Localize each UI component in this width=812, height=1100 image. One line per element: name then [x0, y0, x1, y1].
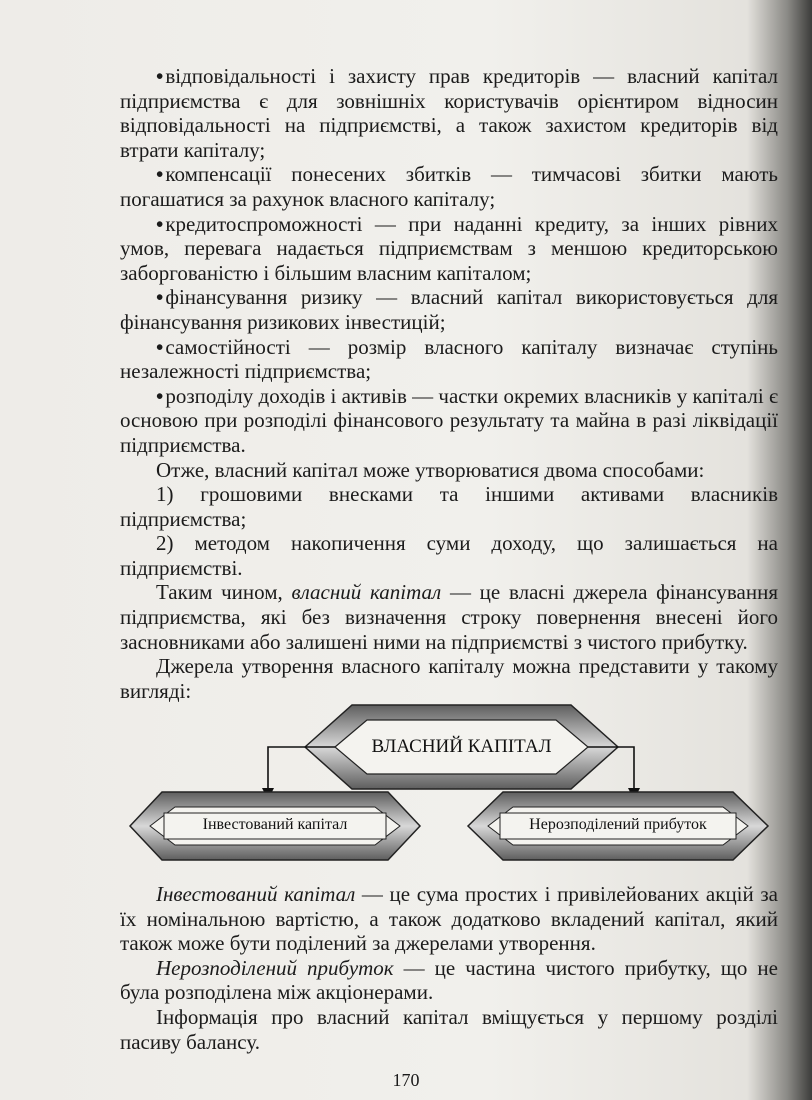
diagram-intro: Джерела утворення власного капіталу можна представити у такому вигляді: — [120, 654, 778, 703]
way-1: 1) грошовими внесками та іншими активами власників підприємства; — [120, 482, 778, 531]
bullet-paragraph-6: •розподілу доходів і активів — частки окремих власників у капіталі є основою при розподілі фінансового результату та майна в разі ліквідації підприємства. — [120, 383, 778, 457]
equity-label: ВЛАСНИЙ КАПІТАЛ — [371, 736, 552, 757]
bullet-paragraph-5: •самостійності — розмір власного капіталу визначає ступінь незалежності підприємства; — [120, 334, 778, 384]
bullet-paragraph-3: •кредитоспроможності — при наданні кредиту, за інших рівних умов, перевага надається підприємствам з меншою кредиторською заборгованістю і більшим власним капіталом; — [120, 211, 778, 285]
page-number: 170 — [392, 1070, 420, 1090]
retained-earnings-term: Нерозподілений прибуток — [156, 955, 394, 980]
retained-earnings-paragraph: Нерозподілений прибуток — це частина чистого прибутку, що не була розподілена між акціонерами. — [120, 955, 778, 1005]
definition-term: власний капітал — [291, 580, 442, 605]
bullet-paragraph-2: •компенсації понесених збитків — тимчасові збитки мають погашатися за рахунок власного капіталу; — [120, 162, 778, 211]
diagram-shapes — [120, 700, 780, 865]
invested-capital-label: Інвестований капітал — [202, 816, 348, 833]
retained-earnings-label: Нерозподілений прибуток — [529, 816, 707, 833]
invested-capital-term: Інвестований капітал — [156, 882, 356, 906]
bullet-paragraph-4: •фінансування ризику — власний капітал використовується для фінансування ризикових інвестицій; — [120, 285, 778, 334]
body-text — [120, 64, 778, 703]
body-text-bottom — [120, 882, 778, 1054]
equity-sources-diagram — [120, 700, 780, 865]
invested-capital-paragraph: Інвестований капітал — це сума простих і привілейованих акцій за їх номінальною вартістю, а також додатково вкладений капітал, який також може бути поділений за джерелами утворення. — [120, 882, 778, 956]
definition-paragraph: Таким чином, власний капітал — це власні джерела фінансування підприємства, які без визначення строку повернення внесені його засновниками або залишені ними на підприємстві з чистого прибутку. — [120, 580, 778, 654]
ways-intro: Отже, власний капітал може утворюватися двома способами: — [156, 457, 705, 482]
way-2: 2) методом накопичення суми доходу, що залишається на підприємстві. — [120, 531, 778, 580]
bullet-paragraph-1: •відповідальності і захисту прав кредиторів — власний капітал підприємства є для зовнішніх користувачів орієнтиром відносин відповідальності на підприємстві, а також захистом кредиторів від втрати капіталу; — [120, 64, 778, 162]
balance-info-paragraph: Інформація про власний капітал вміщується у першому розділі пасиву балансу. — [120, 1004, 778, 1054]
